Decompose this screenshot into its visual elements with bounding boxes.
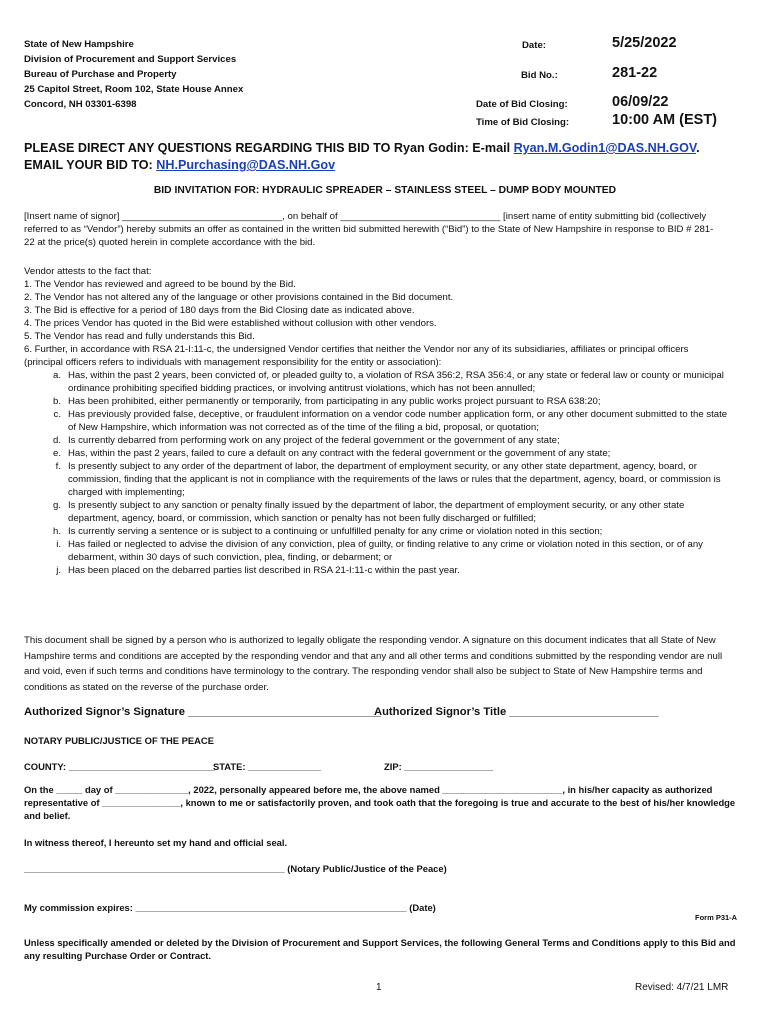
list-text: Has previously provided false, deceptive, or fraudulent information on a vendor code number application form, or any other document submitted to the state of New Hampshire, which information was not corrected as of the time of the filing a bid, proposal, or quotation; — [68, 409, 728, 433]
bid-number-label: Bid No.: — [521, 70, 558, 81]
list-text: Is currently debarred from performing work on any project of the federal government or the government of any state; — [68, 435, 560, 446]
agency-line: Bureau of Purchase and Property — [24, 69, 177, 80]
agency-line: Concord, NH 03301-6398 — [24, 99, 137, 110]
submission-line — [24, 157, 754, 174]
list-text: Has, within the past 2 years, been convicted of, or pleaded guilty to, a violation of RSA 356:2, RSA 356:4, or any state or federal law or county or municipal ordinance prohibiting specified bidding practices, or involving antitrust violations, which has not been annulled; — [68, 370, 724, 394]
list-item: 4. The prices Vendor has quoted in the Bid were established without collusion with other vendors. — [24, 318, 437, 329]
list-text: Has, within the past 2 years, failed to cure a default on any contract with the federal government or the government of any state; — [68, 448, 611, 459]
list-letter: j. — [56, 565, 61, 576]
agency-address-block — [24, 37, 324, 112]
list-item: 3. The Bid is effective for a period of 180 days from the Bid Closing date as indicated above. — [24, 305, 415, 316]
list-letter: i. — [56, 539, 61, 550]
list-text: Is currently serving a sentence or is subject to a continuing or unfulfilled penalty for any crime or violation noted in this section; — [68, 526, 603, 537]
list-letter: a. — [52, 370, 61, 381]
attests-list — [24, 278, 714, 369]
list-item — [53, 408, 736, 434]
form-number: Form P31-A — [695, 913, 738, 922]
notary-heading: NOTARY PUBLIC/JUSTICE OF THE PEACE — [24, 735, 214, 746]
closing-date-value: 06/09/22 — [612, 94, 669, 110]
page-number: 1 — [376, 982, 382, 993]
witness-statement: In witness thereof, I hereunto set my hand and official seal. — [24, 837, 288, 848]
county-field[interactable]: COUNTY: ____________________________ — [24, 761, 215, 772]
list-letter: d. — [52, 435, 61, 446]
commission-expires-field[interactable]: My commission expires: ____________________________________________________ (Date) — [24, 902, 436, 913]
list-text: Has been prohibited, either permanently or temporarily, from participating in any public works project pursuant to RSA 638:20; — [68, 396, 601, 407]
notary-signature-field[interactable]: __________________________________________________ (Notary Public/Justice of the Peace) — [24, 863, 447, 874]
closing-date-label: Date of Bid Closing: — [476, 99, 568, 110]
zip-field[interactable]: ZIP: _________________ — [384, 761, 493, 772]
list-item: 5. The Vendor has read and fully understands this Bid. — [24, 331, 255, 342]
bid-number-value: 281-22 — [612, 65, 658, 81]
questions-text: PLEASE DIRECT ANY QUESTIONS REGARDING THIS BID TO Ryan Godin: E-mail — [24, 141, 514, 155]
date-label: Date: — [522, 40, 546, 51]
closing-time-label: Time of Bid Closing: — [476, 117, 570, 128]
list-item — [52, 525, 736, 538]
attests-heading: Vendor attests to the fact that: — [24, 266, 152, 277]
list-letter: g. — [52, 500, 61, 511]
notary-appearance-statement: On the _____ day of ______________, 2022, personally appeared before me, the above named _______________________, in his/her capacity as authorized representative of _______________, known to me or satisfactorily proven, and took oath that the foregoing is true and accurate to the best of his/her knowledge and belief. — [24, 784, 736, 821]
list-letter: f. — [55, 461, 61, 472]
signor-title-field[interactable]: Authorized Signor’s Title ________________________ — [374, 706, 659, 718]
intro-paragraph: [Insert name of signor] ______________________________, on behalf of ______________________________ [insert name of entity submitting bid (collectively referred to as “Vendor”) hereby submits an offer as contained in the written bid submitted herewith (“Bid”) to the State of New Hampshire in response to BID # 281-22 at the price(s) quoted herein in complete accordance with the bid. — [24, 211, 714, 248]
list-item: 1. The Vendor has reviewed and agreed to be bound by the Bid. — [24, 279, 296, 290]
list-letter: c. — [53, 409, 61, 420]
list-text: Has failed or neglected to advise the division of any conviction, plea of guilty, or finding relative to any crime or violation noted in this section, or of any debarment, within 30 days of such conviction, plea, finding, or debarment; or — [68, 539, 703, 563]
questions-block — [24, 140, 754, 174]
list-text: Is presently subject to any order of the department of labor, the department of employment security, or any other state department, agency, board, or commission, finding that the applicant is not in compliance with the requirements of the laws or rules that the department, agency, board, or commission is charged with implementing; — [68, 461, 721, 498]
list-text: Has been placed on the debarred parties list described in RSA 21-I:11-c within the past year. — [68, 565, 460, 576]
state-field[interactable]: STATE: ______________ — [213, 761, 322, 772]
list-item — [56, 538, 736, 564]
signor-signature-field[interactable]: Authorized Signor’s Signature _______________________________ — [24, 706, 381, 718]
agency-line: State of New Hampshire — [24, 39, 134, 50]
list-item — [52, 434, 736, 447]
questions-line — [24, 140, 754, 157]
revised-note: Revised: 4/7/21 LMR — [635, 982, 729, 993]
date-value: 5/25/2022 — [612, 35, 677, 51]
contact-email-link[interactable]: Ryan.M.Godin1@DAS.NH.GOV — [513, 141, 697, 155]
list-item — [52, 395, 736, 408]
general-terms-notice: Unless specifically amended or deleted by the Division of Procurement and Support Services, the following General Terms and Conditions apply to this Bid and any resulting Purchase Order or Contract. — [24, 937, 736, 961]
list-item — [52, 447, 736, 460]
submission-email-link[interactable]: NH.Purchasing@DAS.NH.Gov — [156, 158, 336, 172]
list-item — [52, 369, 736, 395]
signing-paragraph: This document shall be signed by a person who is authorized to legally obligate the responding vendor. A signature on this document indicates that all State of New Hampshire terms and conditions are accepted by the responding vendor and that any and all other terms and conditions submitted by the responding vendor are null and void, even if such terms and conditions have terminology to the contrary. The responding vendor shall also be subject to State of New Hampshire terms and conditions as stated on the reverse of the purchase order. — [24, 635, 723, 693]
list-letter: e. — [52, 448, 61, 459]
bid-title: BID INVITATION FOR: HYDRAULIC SPREADER – STAINLESS STEEL – DUMP BODY MOUNTED — [153, 185, 617, 196]
list-item — [55, 460, 736, 499]
list-item — [56, 564, 736, 577]
list-letter: h. — [52, 526, 61, 537]
list-item — [52, 499, 736, 525]
questions-period: . — [696, 141, 700, 155]
list-text: Is presently subject to any sanction or penalty finally issued by the department of labor, the department of employment security, or any other state department, agency, board, or commission, which sanction or penalty has not been fully discharged or fulfilled; — [68, 500, 685, 524]
closing-time-value: 10:00 AM (EST) — [612, 112, 718, 128]
submission-text: EMAIL YOUR BID TO: — [24, 158, 157, 172]
agency-line: 25 Capitol Street, Room 102, State House Annex — [24, 84, 244, 95]
agency-line: Division of Procurement and Support Services — [24, 54, 237, 65]
list-letter: b. — [52, 396, 61, 407]
list-item: 2. The Vendor has not altered any of the language or other provisions contained in the Bid document. — [24, 292, 454, 303]
list-item: 6. Further, in accordance with RSA 21-I:11-c, the undersigned Vendor certifies that neither the Vendor nor any of its subsidiaries, affiliates or principal officers (principal officers refers to individuals with management responsibility for the entity or association): — [24, 344, 689, 368]
conditions-list — [52, 369, 736, 577]
